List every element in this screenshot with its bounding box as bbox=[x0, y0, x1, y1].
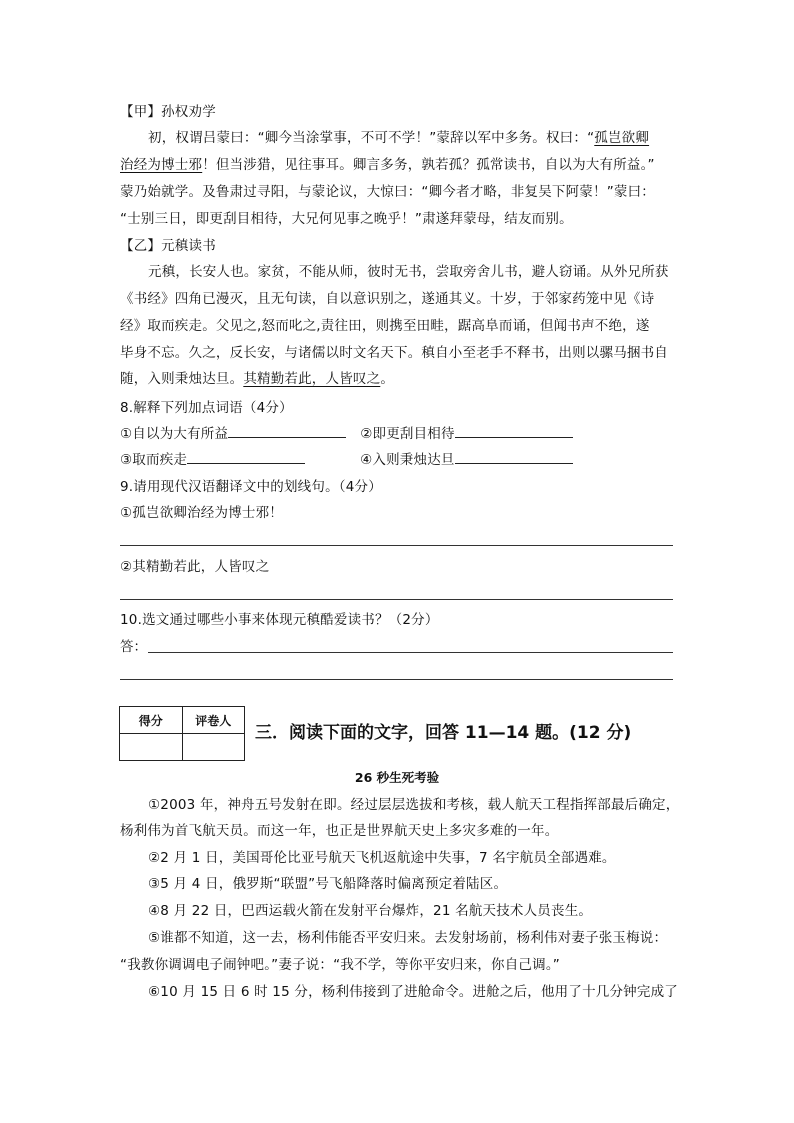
underlined-sentence-part: 治经为博士邪 bbox=[120, 157, 203, 173]
q9-item-2: ②其精勤若此，人皆叹之 bbox=[120, 559, 270, 575]
score-table bbox=[119, 706, 245, 761]
q8-prompt: 8.解释下列加点词语（4分） bbox=[120, 400, 293, 416]
q8-item-4: ④入则秉烛达旦 bbox=[360, 452, 455, 468]
q8-item-1: ①自以为大有所益 bbox=[120, 426, 229, 442]
q9-prompt: 9.请用现代汉语翻译文中的划线句。（4分） bbox=[120, 479, 382, 495]
section-b-line-3: 经》取而疾走。父见之,怒而叱之,责往田，则携至田畦，踞高阜而诵，但闻书声不绝，遂 bbox=[120, 318, 650, 334]
article-title: 26 秒生死考验 bbox=[354, 770, 440, 785]
section-b-line-1: 元稹，长安人也。家贫，不能从师，彼时无书，尝取旁舍儿书，避人窃诵。从外兄所获 bbox=[148, 264, 669, 280]
q8-answer-blank-1[interactable] bbox=[228, 421, 346, 438]
section-3-heading: 三．阅读下面的文字，回答 11—14 题。(12 分) bbox=[255, 723, 632, 743]
q8-answer-blank-4[interactable] bbox=[455, 447, 573, 464]
section-a-line-4: “士别三日，即更刮目相待，大兄何见事之晚乎！”肃遂拜蒙母，结友而别。 bbox=[120, 211, 573, 227]
q9-answer-line-1[interactable] bbox=[120, 545, 673, 546]
grader-cell[interactable] bbox=[182, 734, 245, 761]
article-line-7: “我教你调调电子闹钟吧。”妻子说：“我不学，等你平安归来，你自己调。” bbox=[120, 957, 560, 973]
underlined-sentence: 其精勤若此，人皆叹之 bbox=[243, 371, 381, 387]
q8-answer-blank-3[interactable] bbox=[187, 447, 305, 464]
article-line-6: ⑤谁都不知道，这一去，杨利伟能否平安归来。去发射场前，杨利伟对妻子张玉梅说： bbox=[148, 930, 668, 946]
q8-row-2 bbox=[120, 447, 680, 473]
q9-item-1: ①孤岂欲卿治经为博士邪！ bbox=[120, 505, 284, 521]
q10-answer-line-1[interactable] bbox=[148, 652, 673, 653]
score-header: 得分 bbox=[120, 707, 183, 734]
article-line-1: ①2003 年，神舟五号发射在即。经过层层选拔和考核，载人航天工程指挥部最后确定， bbox=[148, 797, 680, 813]
q8-answer-blank-2[interactable] bbox=[455, 421, 573, 438]
section-a-line-2: 治经为博士邪！但当涉猎，见往事耳。卿言多务，孰若孤？孤常读书，自以为大有所益。” bbox=[120, 157, 655, 173]
grader-header: 评卷人 bbox=[182, 707, 245, 734]
section-a-line-1: 初，权谓吕蒙曰：“卿今当涂掌事，不可不学！”蒙辞以军中多务。权曰：“孤岂欲卿 bbox=[148, 130, 650, 146]
article-line-3: ②2 月 1 日，美国哥伦比亚号航天飞机返航途中失事，7 名宇航员全部遇难。 bbox=[148, 850, 616, 866]
section-b-line-4: 毕身不忘。久之，反长安，与诸儒以时文名天下。稹自小至老手不释书，出则以骡马捆书自 bbox=[120, 345, 668, 361]
q8-item-2: ②即更刮目相待 bbox=[360, 426, 455, 442]
article-line-8: ⑥10 月 15 日 6 时 15 分，杨利伟接到了进舱命令。进舱之后，他用了十几分钟完成了 bbox=[148, 984, 678, 1000]
section-b-line-5: 随，入则秉烛达旦。其精勤若此，人皆叹之。 bbox=[120, 371, 395, 387]
q10-prompt: 10.选文通过哪些小事来体现元稹酷爱读书？（2分） bbox=[120, 612, 439, 628]
article-line-2: 杨利伟为首飞航天员。而这一年，也正是世界航天史上多灾多难的一年。 bbox=[120, 823, 559, 839]
section-a-heading: 【甲】孙权劝学 bbox=[120, 104, 216, 120]
article-line-5: ④8 月 22 日，巴西运载火箭在发射平台爆炸，21 名航天技术人员丧生。 bbox=[148, 903, 593, 919]
q10-answer-line-2[interactable] bbox=[120, 679, 673, 680]
q8-row-1 bbox=[120, 421, 680, 447]
q10-answer-label: 答： bbox=[120, 639, 147, 655]
section-a-line-3: 蒙乃始就学。及鲁肃过寻阳，与蒙论议，大惊曰：“卿今者才略，非复吴下阿蒙！”蒙曰： bbox=[120, 184, 655, 200]
q9-answer-line-2[interactable] bbox=[120, 599, 673, 600]
section-b-heading: 【乙】元稹读书 bbox=[120, 238, 216, 254]
score-cell[interactable] bbox=[120, 734, 183, 761]
article-line-4: ③5 月 4 日，俄罗斯“联盟”号飞船降落时偏离预定着陆区。 bbox=[148, 876, 508, 892]
underlined-sentence-part: 孤岂欲卿 bbox=[594, 130, 650, 146]
q8-item-3: ③取而疾走 bbox=[120, 452, 188, 468]
section-b-line-2: 《书经》四角已漫灭，且无句读，自以意识别之，遂通其义。十岁，于邻家药笼中见《诗 bbox=[120, 291, 655, 307]
